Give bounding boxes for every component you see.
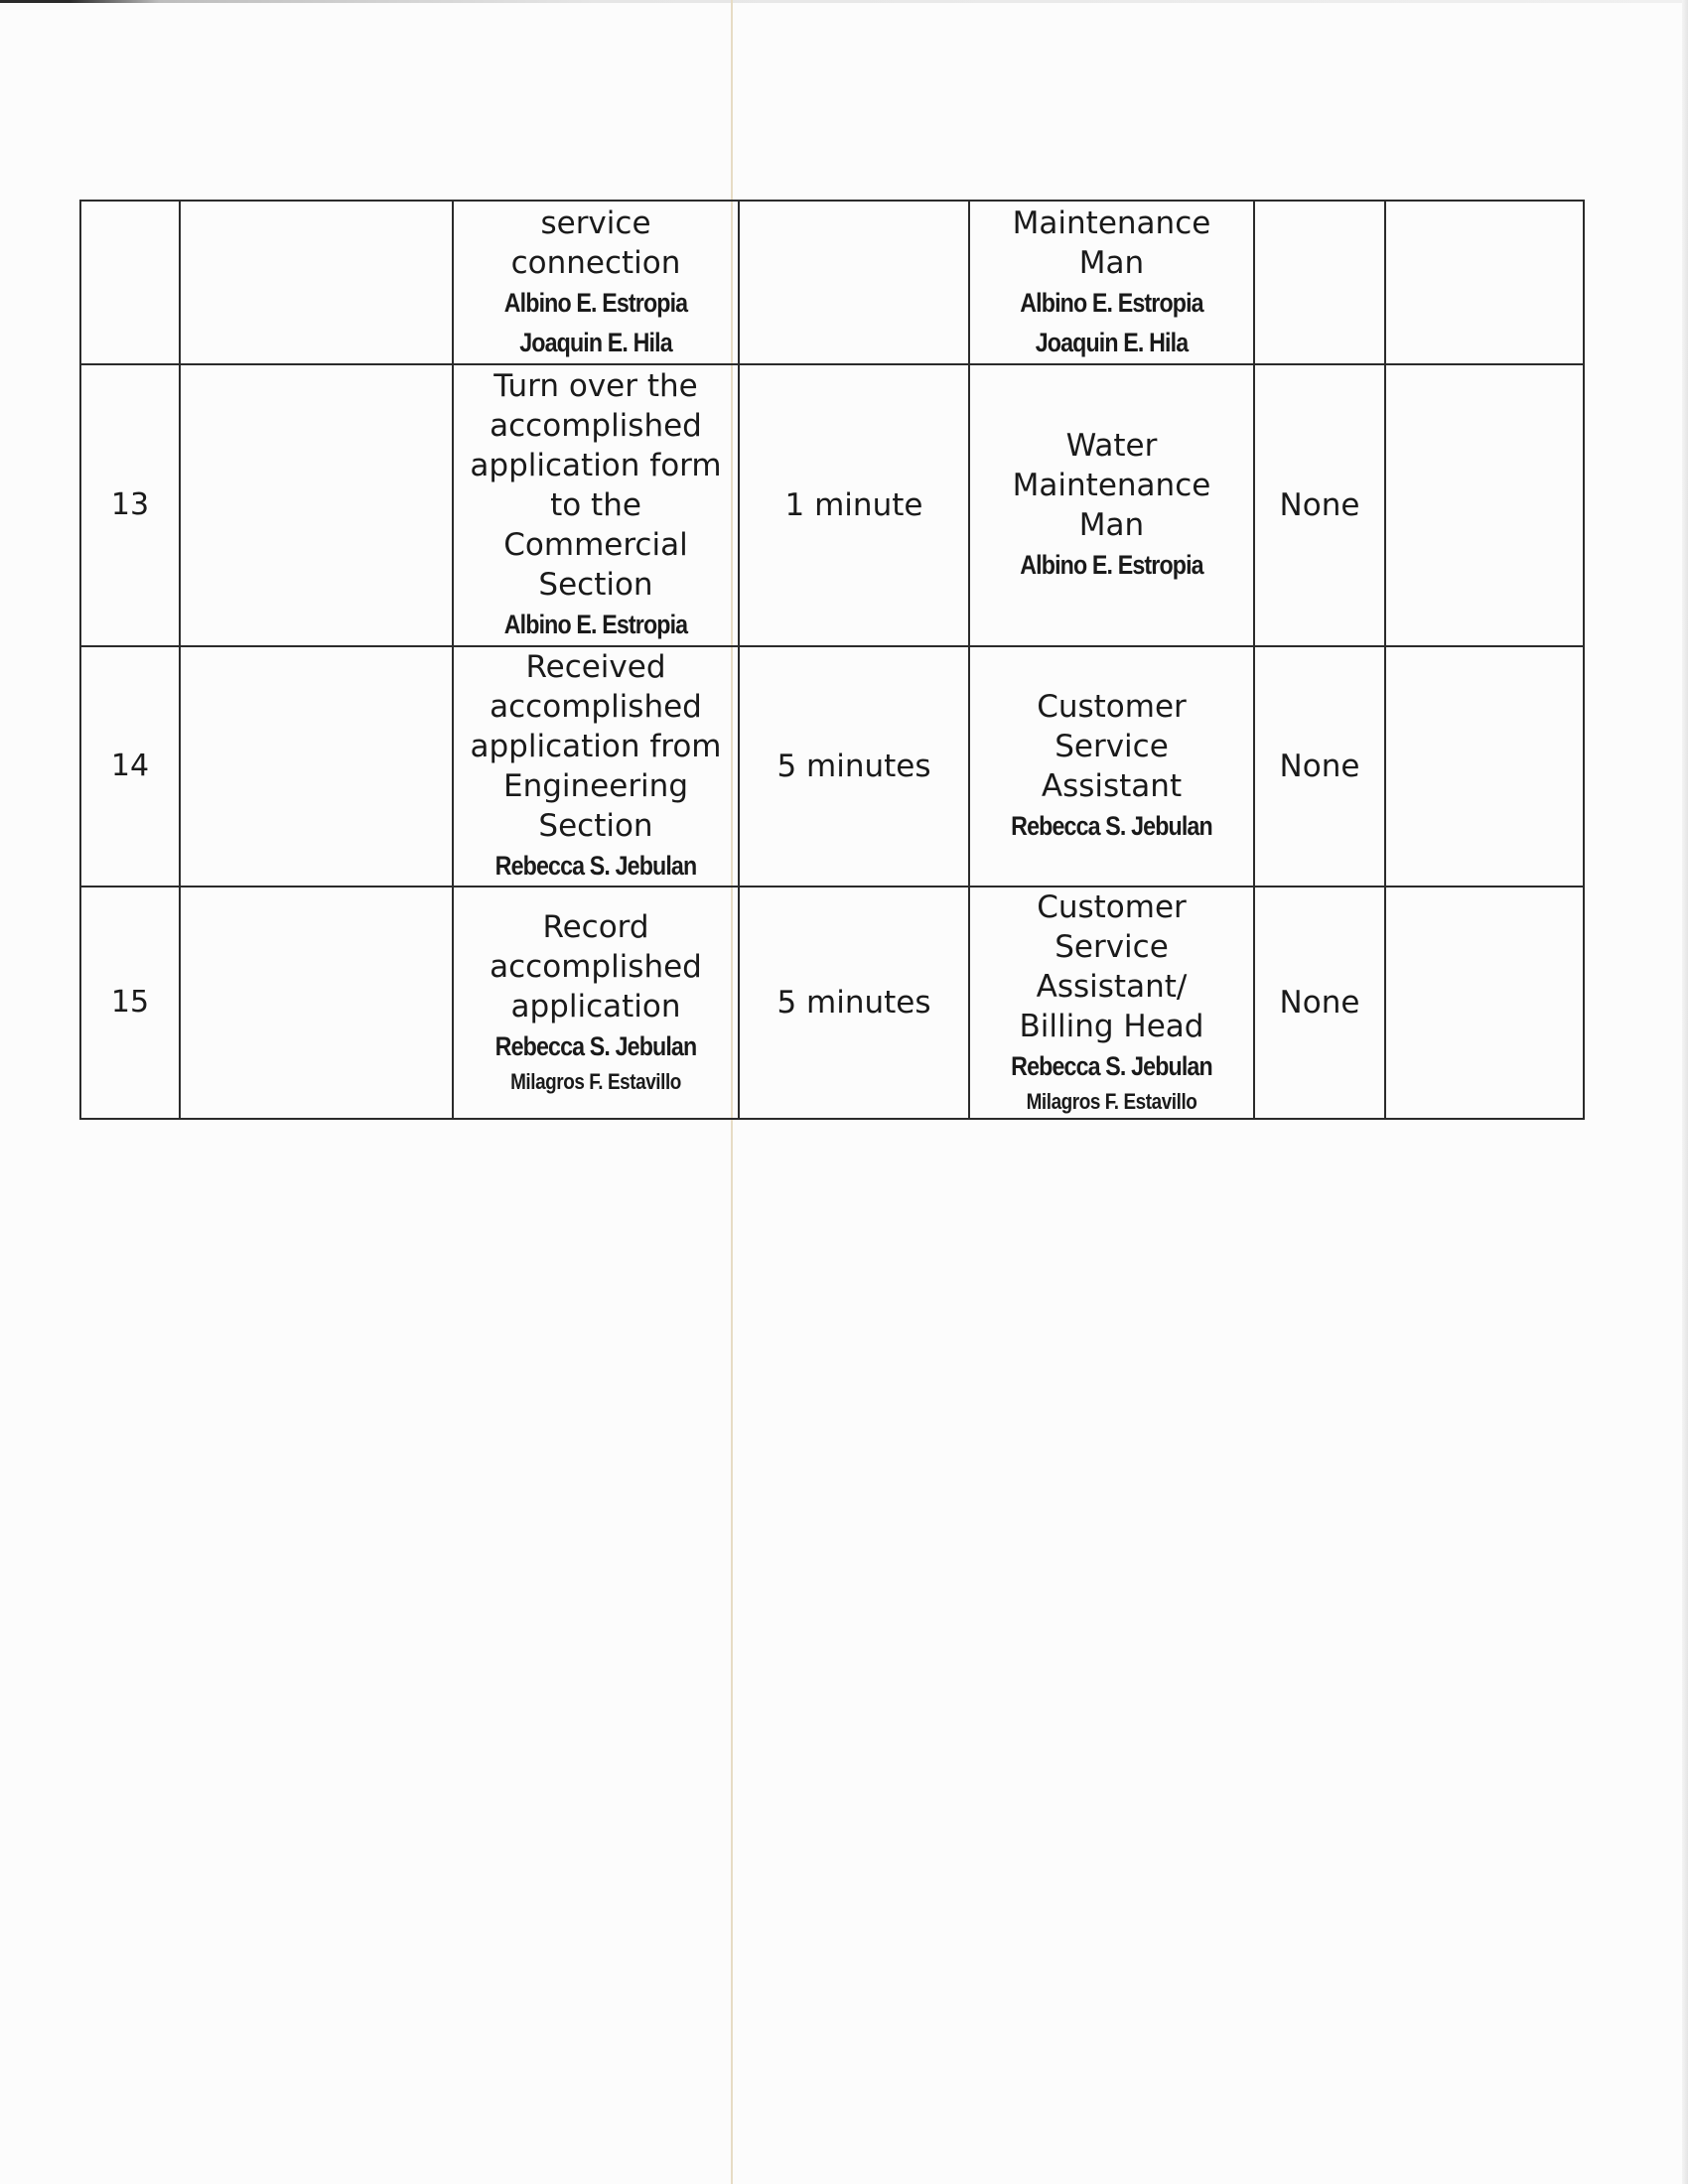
- step-number-cell: [80, 201, 180, 364]
- agency-action-text: accomplished: [490, 949, 702, 985]
- remarks-cell: [1385, 887, 1584, 1119]
- processing-time-cell: 1 minute: [739, 364, 969, 646]
- agency-action-text: application form: [470, 448, 722, 483]
- fees-cell: [1254, 201, 1385, 364]
- responsible-name: Albino E. Estropia: [1020, 550, 1203, 580]
- agency-action-text: to the: [550, 487, 641, 523]
- table-row: [80, 364, 1584, 646]
- person-responsible-text: Service: [1055, 929, 1169, 965]
- agency-action-text: connection: [510, 244, 681, 281]
- agency-action-cell: [453, 201, 739, 364]
- client-steps-cell: [180, 364, 453, 646]
- agency-action-text: application: [510, 989, 681, 1024]
- person-responsible-text: Maintenance: [1012, 468, 1211, 503]
- responsible-name: Rebecca S. Jebulan: [1011, 1051, 1212, 1081]
- person-responsible-text: Service: [1055, 729, 1169, 764]
- processing-time-cell: 5 minutes: [739, 887, 969, 1119]
- remarks-cell: [1385, 364, 1584, 646]
- responsible-name: Milagros F. Estavillo: [510, 1069, 681, 1094]
- responsible-name: Joaquin E. Hila: [1035, 327, 1189, 357]
- agency-action-text: application from: [470, 729, 722, 764]
- agency-action-text: accomplished: [490, 689, 702, 725]
- client-steps-cell: [180, 887, 453, 1119]
- remarks-cell: [1385, 646, 1584, 887]
- responsible-name: Rebecca S. Jebulan: [494, 851, 697, 881]
- responsible-name: Albino E. Estropia: [1020, 287, 1203, 318]
- remarks-cell: [1385, 201, 1584, 364]
- person-responsible-text: Assistant: [1041, 768, 1183, 804]
- processing-time-cell: 5 minutes: [739, 646, 969, 887]
- table-row: [80, 201, 1584, 364]
- person-responsible-cell: [969, 887, 1254, 1119]
- responsible-name: Rebecca S. Jebulan: [1011, 811, 1212, 841]
- person-responsible-text: Assistant/: [1036, 969, 1188, 1005]
- scan-right-edge: [1682, 0, 1688, 2184]
- responsible-name: Albino E. Estropia: [503, 287, 688, 318]
- agency-action-text: service: [540, 205, 651, 241]
- person-responsible-text: Maintenance: [1012, 205, 1211, 241]
- agency-action-text: Section: [538, 567, 653, 603]
- agency-action-text: Engineering: [503, 768, 688, 804]
- person-responsible-cell: [969, 364, 1254, 646]
- person-responsible-cell: [969, 646, 1254, 887]
- fees-cell: None: [1254, 646, 1385, 887]
- table-row: [80, 646, 1584, 887]
- agency-action-cell: [453, 887, 739, 1119]
- agency-action-cell: [453, 646, 739, 887]
- process-table: [79, 200, 1585, 1120]
- agency-action-cell: [453, 364, 739, 646]
- person-responsible-cell: [969, 201, 1254, 364]
- fees-cell: None: [1254, 364, 1385, 646]
- person-responsible-text: Man: [1078, 507, 1145, 543]
- person-responsible-text: Water: [1065, 428, 1158, 464]
- person-responsible-text: Billing Head: [1019, 1009, 1204, 1044]
- person-responsible-text: Customer: [1037, 689, 1187, 725]
- agency-action-text: Turn over the: [493, 368, 698, 404]
- responsible-name: Rebecca S. Jebulan: [494, 1031, 697, 1061]
- agency-action-text: Section: [538, 808, 653, 844]
- agency-action-text: accomplished: [490, 408, 702, 444]
- step-number-cell: 14: [80, 646, 180, 887]
- agency-action-text: Received: [525, 649, 666, 685]
- responsible-name: Albino E. Estropia: [503, 610, 688, 639]
- processing-time-cell: [739, 201, 969, 364]
- agency-action-text: Commercial: [503, 527, 688, 563]
- scan-top-edge: [0, 0, 1688, 3]
- person-responsible-text: Customer: [1037, 889, 1187, 925]
- client-steps-cell: [180, 201, 453, 364]
- agency-action-text: Record: [542, 909, 649, 945]
- responsible-name: Milagros F. Estavillo: [1026, 1089, 1197, 1114]
- step-number-cell: 15: [80, 887, 180, 1119]
- fees-cell: None: [1254, 887, 1385, 1119]
- table-row: [80, 887, 1584, 1119]
- step-number-cell: 13: [80, 364, 180, 646]
- person-responsible-text: Man: [1078, 244, 1145, 281]
- client-steps-cell: [180, 646, 453, 887]
- responsible-name: Joaquin E. Hila: [519, 327, 672, 357]
